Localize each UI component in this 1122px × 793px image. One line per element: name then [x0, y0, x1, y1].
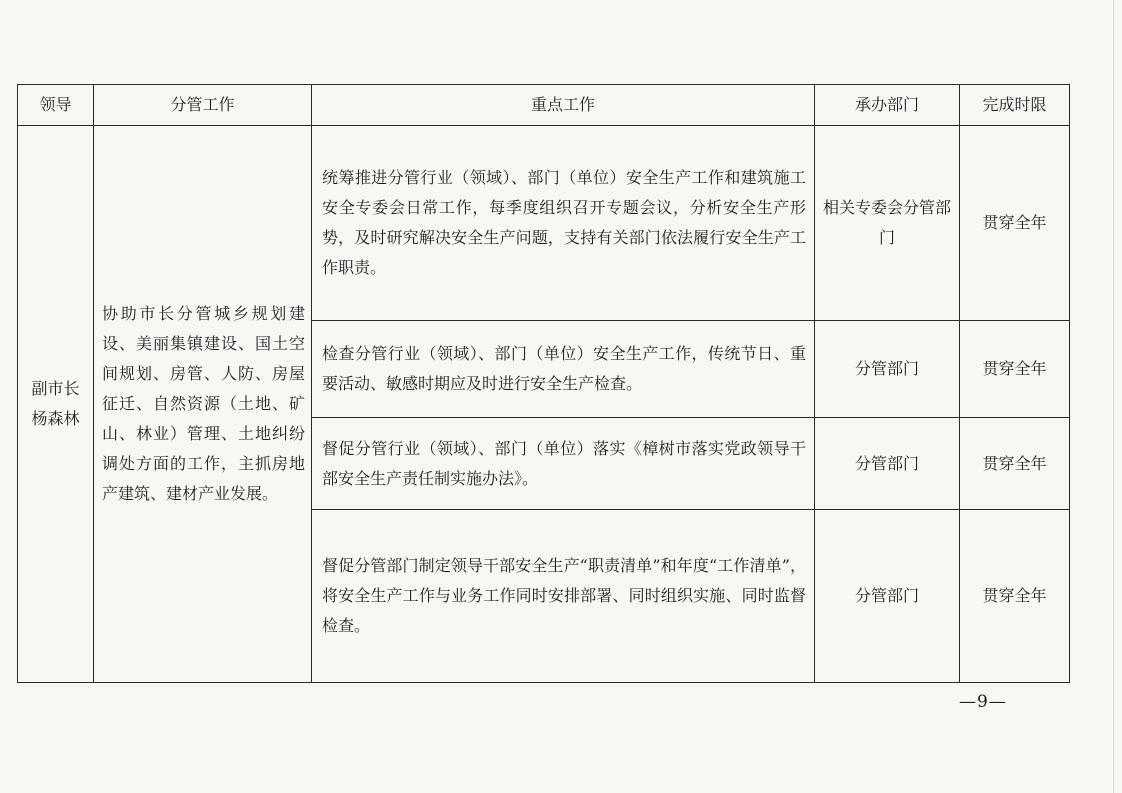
dept-cell: 分管部门 [815, 321, 960, 418]
responsibility-table [17, 84, 1070, 683]
table-row [18, 126, 1070, 321]
scope-cell: 协助市长分管城乡规划建设、美丽集镇建设、国土空间规划、房管、人防、房屋征迁、自然资源（土地、矿山、林业）管理、土地纠纷调处方面的工作，主抓房地产建筑、建材产业发展。 [94, 126, 312, 683]
header-dept: 承办部门 [815, 85, 960, 126]
deadline-cell: 贯穿全年 [960, 126, 1070, 321]
task-cell: 督促分管行业（领域）、部门（单位）落实《樟树市落实党政领导干部安全生产责任制实施办法》。 [312, 418, 815, 510]
task-cell: 检查分管行业（领域）、部门（单位）安全生产工作，传统节日、重要活动、敏感时期应及时进行安全生产检查。 [312, 321, 815, 418]
task-cell: 统筹推进分管行业（领域）、部门（单位）安全生产工作和建筑施工安全专委会日常工作，每季度组织召开专题会议，分析安全生产形势，及时研究解决安全生产问题，支持有关部门依法履行安全生产工作职责。 [312, 126, 815, 321]
leader-cell: 副市长杨森林 [18, 126, 94, 683]
dept-cell: 相关专委会分管部门 [815, 126, 960, 321]
deadline-cell: 贯穿全年 [960, 418, 1070, 510]
header-deadline: 完成时限 [960, 85, 1070, 126]
page-edge [1113, 0, 1114, 793]
task-cell: 督促分管部门制定领导干部安全生产“职责清单”和年度“工作清单”，将安全生产工作与业务工作同时安排部署、同时组织实施、同时监督检查。 [312, 510, 815, 683]
header-leader: 领导 [18, 85, 94, 126]
deadline-cell: 贯穿全年 [960, 321, 1070, 418]
header-row [18, 85, 1070, 126]
dept-cell: 分管部门 [815, 418, 960, 510]
page-number: —9— [959, 692, 1007, 712]
header-scope: 分管工作 [94, 85, 312, 126]
deadline-cell: 贯穿全年 [960, 510, 1070, 683]
dept-cell: 分管部门 [815, 510, 960, 683]
header-key-work: 重点工作 [312, 85, 815, 126]
